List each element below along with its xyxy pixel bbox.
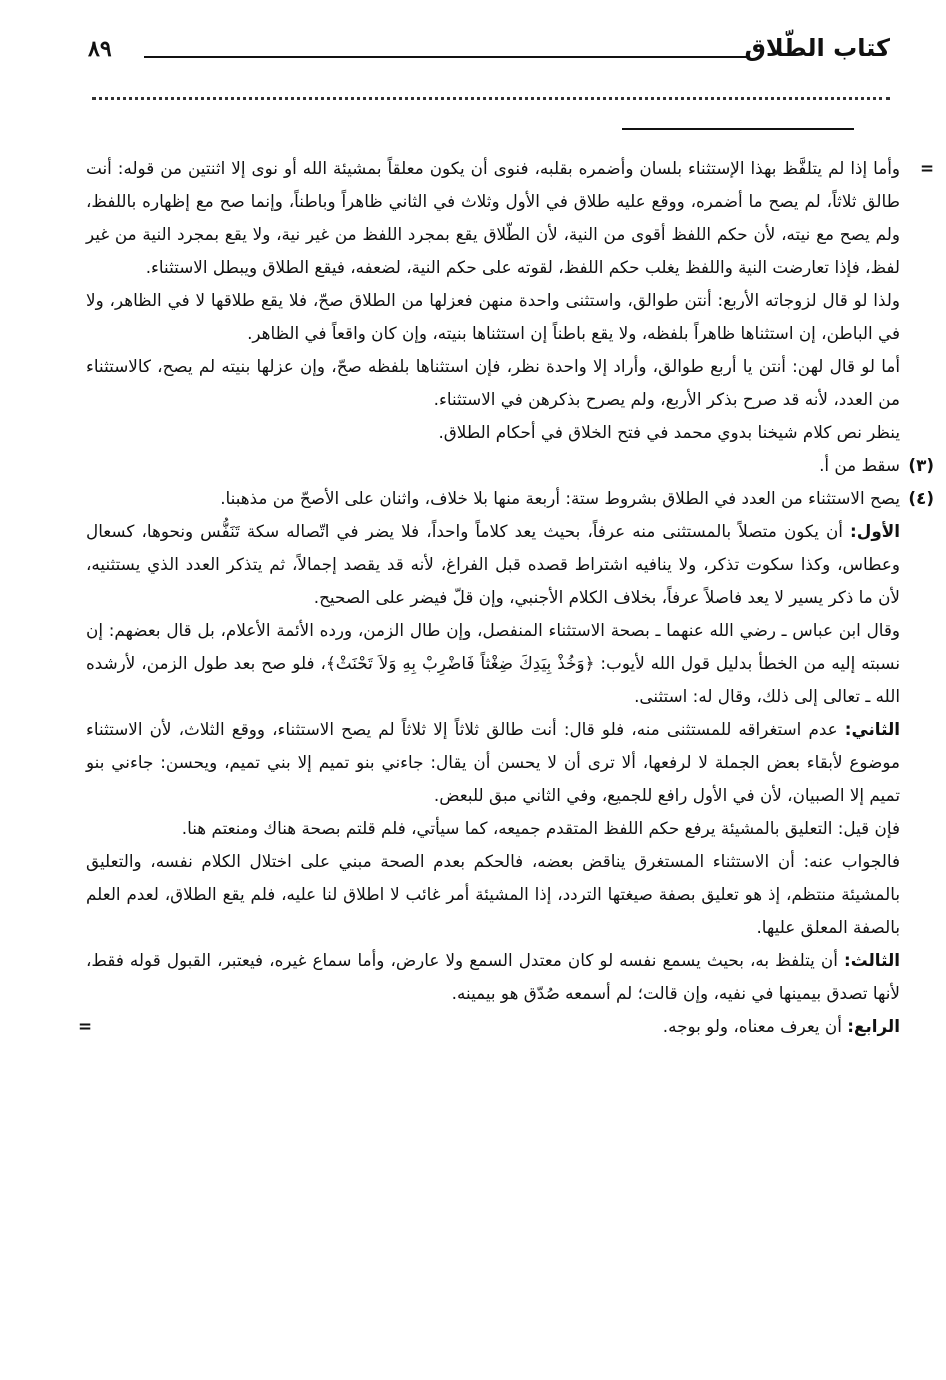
objection-paragraph: فإن قيل: التعليق بالمشيئة يرفع حكم اللفظ المتقدم جميعه، كما سيأتي، فلم قلتم بصحة هناك ومنعتم هنا. (181, 818, 900, 838)
footnote-text: يصح الاستثناء من العدد في الطلاق بشروط ستة: أربعة منها بلا خلاف، واثنان على الأصحّ من مذهبنا. (220, 488, 900, 508)
condition-heading: الأول: (850, 521, 900, 541)
footnote-3 (86, 449, 934, 482)
condition-third (86, 944, 900, 1010)
book-title: كتاب الطّلاق (744, 34, 890, 62)
condition-text: أن يتلفظ به، بحيث يسمع نفسه لو كان معتدل السمع ولا عارض، وأما سماع غيره، فيعتبر، القبول قوله فقط، لأنها تصدق بيمينها في نفيه، وإن قالت؛ لم أسمعه صُدّق هو بيمينه. (86, 950, 900, 1003)
footnote-4 (86, 482, 934, 515)
condition-fourth (78, 1010, 900, 1043)
footnote-continuation (86, 152, 934, 284)
condition-heading: الثاني: (844, 719, 900, 739)
condition-text: أن يكون متصلاً بالمستثنى منه عرفاً، بحيث يعد كلاماً واحداً، فلا يضر في اتّصاله سكة تَنَفُّس ونحوها، كسعال وعطاس، وكذا سكوت تذكر، ولا ينافيه اشتراط قصده قبل الفراغ، لأنه قد يقصد إجمالاً، ثم يتذكر العدد الذي يستثنيه، لأن ما ذكر يسير لا يعد فاصلاً عرفاً، بخلاف الكلام الأجنبي، وإن قلّ فيضر على الصحيح. (86, 521, 900, 607)
footnotes-body (78, 152, 934, 1043)
condition-text: عدم استغراقه للمستثنى منه، فلو قال: أنت طالق ثلاثاً إلا ثلاثاً لم يصح الاستثناء، ووقع الثلاث، لأن الاستثناء موضوع لأبقاء بعض الجملة لا لرفعها، ألا ترى أن لا يحسن أن يقال: جاءني بنو تميم إلا بني تميم، ويحسن: جاءني بنو تميم إلا الصبيان، لأن في الأول رافع للجميع، وفي الثاني مبق للبعض. (86, 719, 900, 805)
footnote-number: (٣) (908, 455, 934, 475)
footnote-text: سقط من أ. (819, 455, 900, 475)
footnote-paragraph: أما لو قال لهن: أنتن يا أربع طوالق، وأراد إلا واحدة نظر، فإن استثناها بلفظه صحّ، وإن عزلها بنيته لم يصح، كالاستثناء من العدد، لأنه قد صرح بذكر الأربع، ولم يصرح بذكرهن في الاستثناء. (86, 356, 900, 409)
footnote-reference: ينظر نص كلام شيخنا بدوي محمد في فتح الخلاق في أحكام الطلاق. (438, 422, 900, 442)
condition-first (86, 515, 900, 614)
condition-text: أن يعرف معناه، ولو بوجه. (662, 1016, 842, 1036)
answer-paragraph: فالجواب عنه: أن الاستثناء المستغرق يناقض بعضه، فالحكم بعدم الصحة مبني على اختلال الكلام نفسه، والتعليق بالمشيئة منتظم، إذ هو تعليق بصفة صيغتها التردد، إذا المشيئة أمر غائب لا اطلاق لنا عليه، فلم يقع الطلاق، لعدم العلم بالصفة المعلق عليها. (86, 851, 900, 937)
condition-heading: الثالث: (844, 950, 901, 970)
continuation-end-mark: = (78, 1016, 93, 1036)
page-number: ٨٩ (88, 36, 112, 62)
page-header (60, 34, 890, 78)
footnote-paragraph: ولذا لو قال لزوجاته الأربع: أنتن طوالق، واستثنى واحدة منهن فعزلها من الطلاق صحّ، فلا يقع طلاقها لا في الظاهر، ولا في الباطن، إن استثناها ظاهراً بلفظه، ولا يقع باطناً إن استثناها بنيته، وإن كان واقعاً في الظاهر. (86, 290, 900, 343)
footnote-separator (622, 128, 854, 130)
footnote-text: وأما إذا لم يتلفَّظ بهذا الإستثناء بلسان وأضمره بقلبه، فنوى أن يكون معلقاً بمشيئة الله أو نوى إلا اثنتين من قوله: أنت طالق ثلاثاً، لم يصح ما أضمره، ووقع عليه طلاق في الأول وثلاث في الثاني ظاهراً وباطناً، وإنما صح مع إظهاره باللفظ، ولم يصح مع نيته، لأن حكم اللفظ أقوى من النية، لأن الطّلاق يقع بمجرد اللفظ من غير نية، ولا يقع بمجرد النية من غير لفظ، فإذا تعارضت النية واللفظ يغلب حكم اللفظ، لقوته على حكم النية، لضعفه، فيقع الطلاق ويبطل الاستثناء. (86, 158, 900, 277)
condition-heading: الرابع: (847, 1016, 900, 1036)
footnote-number: (٤) (908, 488, 934, 508)
dotted-separator (92, 97, 890, 100)
condition-second (86, 713, 900, 812)
continuation-mark: = (919, 158, 934, 178)
header-rule (144, 56, 750, 58)
ibn-abbas-paragraph: وقال ابن عباس ـ رضي الله عنهما ـ بصحة الاستثناء المنفصل، وإن طال الزمن، ورده الأئمة الأعلام، بل قال بعضهم: إن نسبته إليه من الخطأ بدليل قول الله لأيوب: ﴿وَخُذْ بِيَدِكَ ضِغْثاً فَاضْرِبْ بِهِ وَلاَ تَحْنَثْ﴾، فلو صح بعد طول الزمن، لأرشده الله ـ تعالى إلى ذلك، وقال له: استثنى. (86, 620, 900, 706)
